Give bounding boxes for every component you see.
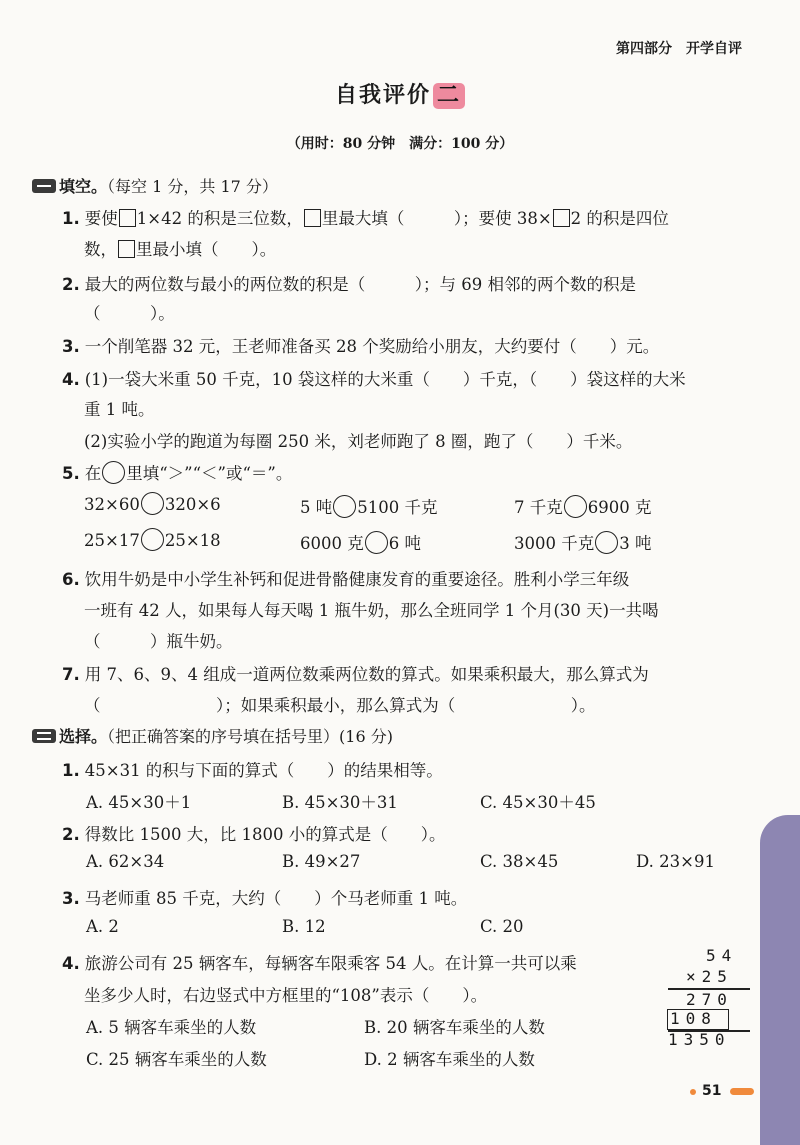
s1-q7-text: 用 7、6、9、4 组成一道两位数乘两位数的算式。如果乘积最大，那么算式为	[84, 665, 649, 684]
s2-q2-number: 2.	[62, 825, 80, 844]
s1-q3-number: 3.	[62, 337, 80, 356]
section2-note: （把正确答案的序号填在括号里）(16 分)	[107, 727, 393, 746]
page-title	[0, 78, 800, 109]
s1-q1-line2	[84, 236, 276, 260]
page-dot-icon	[690, 1089, 696, 1095]
s2-q1-stem	[62, 757, 443, 781]
s1-q7-line1	[62, 661, 649, 685]
s2-q1-number: 1.	[62, 761, 80, 780]
s2-q1-text: 45×31 的积与下面的算式（ ）的结果相等。	[84, 761, 443, 780]
s1-q6-line1	[62, 566, 629, 590]
option-item: B. 20 辆客车乘坐的人数	[364, 1018, 545, 1037]
s1-q3-text: 一个削笔器 32 元，王老师准备买 28 个奖励给小朋友，大约要付（ ）元。	[84, 337, 660, 356]
calc-row-3: 270	[686, 990, 733, 1009]
option-item: C. 45×30＋45	[480, 793, 596, 812]
s2-q4-line1	[62, 950, 577, 974]
option-item: C. 20	[480, 917, 524, 936]
s1-q4-line1	[62, 366, 686, 390]
blank-circle-icon	[595, 531, 618, 554]
option-item: B. 12	[282, 917, 326, 936]
s1-q1-text-a: 要使	[84, 209, 118, 228]
calc-row-1: 54	[706, 946, 738, 965]
s1-q5-text-b: 里填“＞”“＜”或“＝”。	[126, 464, 293, 483]
option-item: A. 5 辆客车乘坐的人数	[86, 1018, 257, 1037]
s1-q2-number: 2.	[62, 275, 80, 294]
compare-item	[84, 530, 221, 553]
option-item: D. 2 辆客车乘坐的人数	[364, 1050, 535, 1069]
s1-q7-number: 7.	[62, 665, 80, 684]
s1-q6-line3: （ ）瓶牛奶。	[84, 632, 233, 651]
s1-q5-number: 5.	[62, 464, 80, 483]
s1-q5-line1	[62, 460, 292, 486]
compare-left: 3000 千克	[514, 534, 595, 553]
s2-q4-line2: 坐多少人时，右边竖式中方框里的“108”表示（ ）。	[84, 986, 488, 1005]
s1-q1-text-c: 里最大填（ ）；要使 38×	[321, 209, 552, 228]
section1-badge-icon	[32, 179, 56, 193]
s1-q2-line1	[62, 271, 636, 295]
blank-circle-icon	[365, 531, 388, 554]
option-item: C. 38×45	[480, 852, 559, 871]
compare-left: 5 吨	[300, 498, 333, 517]
compare-right: 6900 克	[587, 498, 652, 517]
s1-q1-number: 1.	[62, 209, 80, 228]
option-item: B. 45×30＋31	[282, 793, 398, 812]
s1-q6-number: 6.	[62, 570, 80, 589]
s1-q4-text: (1)一袋大米重 50 千克，10 袋这样的大米重（ ）千克，（ ）袋这样的大米	[84, 370, 686, 389]
compare-left: 32×60	[84, 495, 140, 514]
compare-item	[514, 494, 652, 520]
blank-square-icon	[118, 240, 135, 258]
option-item: A. 2	[86, 917, 119, 936]
section-header: 第四部分 开学自评	[616, 41, 742, 57]
s2-q3-stem	[62, 885, 467, 909]
s1-q4-line2: 重 1 吨。	[84, 400, 155, 419]
s2-q2-stem	[62, 821, 445, 845]
option-item: A. 62×34	[86, 852, 165, 871]
section2-badge-icon	[32, 729, 56, 743]
s1-q3-line1	[62, 333, 659, 357]
s2-q3-text: 马老师重 85 千克，大约（ ）个马老师重 1 吨。	[84, 889, 468, 908]
s1-q2-text: 最大的两位数与最小的两位数的积是（ ）；与 69 相邻的两个数的积是	[84, 275, 636, 294]
blank-circle-icon	[333, 495, 356, 518]
compare-right: 6 吨	[388, 534, 421, 553]
blank-square-icon	[553, 209, 570, 227]
s2-q4-number: 4.	[62, 954, 80, 973]
calc-row-5: 1350	[668, 1030, 731, 1049]
compare-item	[514, 530, 652, 556]
section2-label: 选择。	[59, 727, 108, 746]
compare-right: 320×6	[164, 495, 221, 514]
s1-q1-text-d: 2 的积是四位	[570, 209, 669, 228]
s1-q4-line3: (2)实验小学的跑道为每圈 250 米，刘老师跑了 8 圈，跑了（ ）千米。	[84, 432, 633, 451]
s1-q1-text-f: 里最小填（ ）。	[136, 240, 277, 259]
title-badge: 二	[433, 83, 465, 109]
s1-q1-text-e: 数，	[84, 240, 117, 259]
option-item: D. 23×91	[636, 852, 715, 871]
title-text: 自我评价	[334, 83, 431, 108]
compare-left: 6000 克	[300, 534, 364, 553]
compare-right: 25×18	[164, 531, 221, 550]
section1-heading	[32, 174, 278, 197]
blank-circle-icon	[141, 492, 164, 515]
side-tab	[760, 815, 800, 1145]
blank-circle-icon	[564, 495, 587, 518]
option-item: C. 25 辆客车乘坐的人数	[86, 1050, 267, 1069]
blank-circle-icon	[141, 528, 164, 551]
compare-right: 3 吨	[619, 534, 652, 553]
s2-q2-text: 得数比 1500 大，比 1800 小的算式是（ ）。	[84, 825, 446, 844]
s1-q2-line2: （ ）。	[84, 304, 175, 323]
blank-square-icon	[304, 209, 321, 227]
compare-item	[300, 494, 438, 520]
s2-q4-text: 旅游公司有 25 辆客车，每辆客车限乘客 54 人。在计算一共可以乘	[84, 954, 577, 973]
section1-label: 填空。	[59, 177, 108, 196]
option-item: A. 45×30＋1	[86, 793, 192, 812]
s2-q3-number: 3.	[62, 889, 80, 908]
calc-row-2: ×25	[686, 967, 733, 986]
option-item: B. 49×27	[282, 852, 361, 871]
compare-item	[84, 494, 221, 517]
s1-q1-text-b: 1×42 的积是三位数，	[136, 209, 303, 228]
s1-q5-text-a: 在	[84, 464, 102, 483]
s1-q1-line1	[62, 205, 669, 229]
blank-square-icon	[119, 209, 136, 227]
compare-left: 25×17	[84, 531, 140, 550]
s1-q6-line2: 一班有 42 人，如果每人每天喝 1 瓶牛奶，那么全班同学 1 个月(30 天)一共喝	[84, 601, 659, 620]
s1-q4-number: 4.	[62, 370, 80, 389]
section2-heading	[32, 724, 393, 747]
section1-note: （每空 1 分，共 17 分）	[107, 177, 278, 196]
compare-right: 5100 千克	[357, 498, 438, 517]
blank-circle-icon	[102, 461, 125, 484]
page-bar-icon	[730, 1088, 754, 1095]
page-number: 51	[702, 1083, 722, 1099]
page-subtitle: （用时：80 分钟 满分：100 分）	[286, 136, 514, 152]
calc-row-4: 108	[670, 1009, 717, 1028]
s1-q7-line2: （ ）；如果乘积最小，那么算式为（ ）。	[84, 696, 596, 715]
compare-item	[300, 530, 421, 556]
s1-q6-text: 饮用牛奶是中小学生补钙和促进骨骼健康发育的重要途径。胜利小学三年级	[84, 570, 630, 589]
compare-left: 7 千克	[514, 498, 563, 517]
